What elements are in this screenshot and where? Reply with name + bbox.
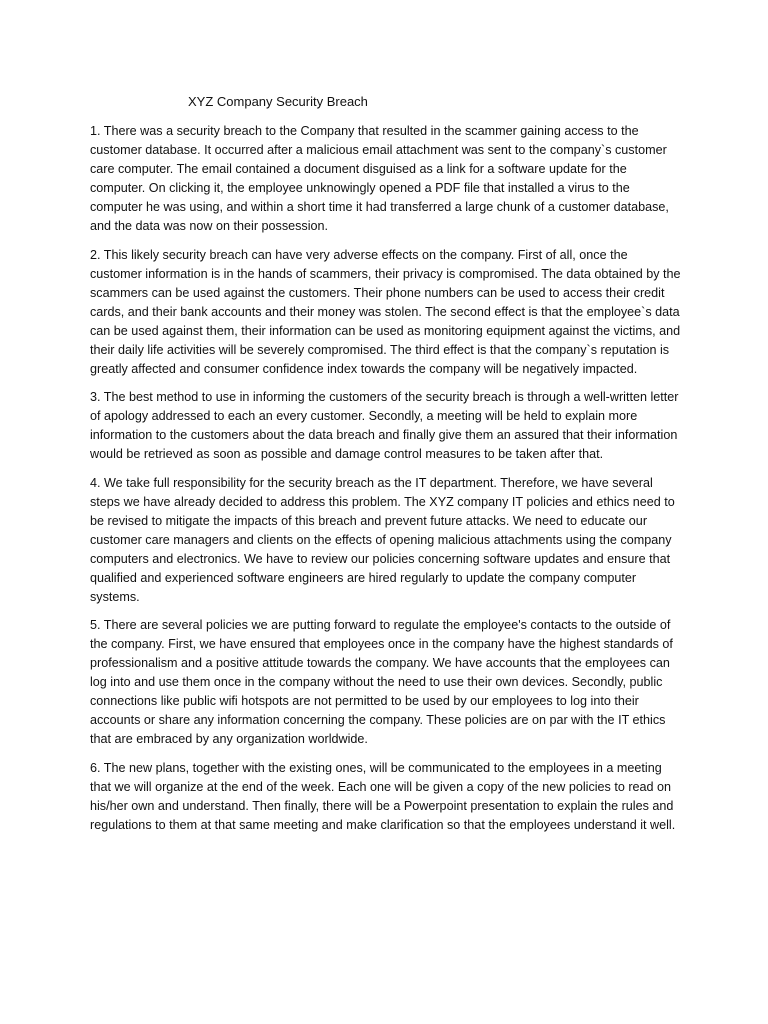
document-title: XYZ Company Security Breach [188,94,368,109]
paragraph-5-policies: 5. There are several policies we are putting forward to regulate the employee's contacts to the outside of the company. First, we have ensured that employees once in the company have the highest standards of professionalism and a positive attitude towards the company. We have accounts that the employees can log into and use them once in the company without the need to use their own devices. Secondly, public connections like public wifi hotspots are not permitted to be used by our employees to log into their accounts or share any information concerning the company. These policies are on par with the IT ethics that are embraced by any organization worldwide. [90,618,673,746]
paragraph-6-communication: 6. The new plans, together with the existing ones, will be communicated to the employees in a meeting that we will organize at the end of the week. Each one will be given a copy of the new policies to read on his/her own and understand. Then finally, there will be a Powerpoint presentation to explain the rules and regulations to them at that same meeting and make clarification so that the employees understand it well. [90,760,676,832]
paragraph-2-effects: 2. This likely security breach can have very adverse effects on the company. First of all, once the customer information is in the hands of scammers, their privacy is compromised. The data obtained by the scammers can be used against the customers. Their phone numbers can be used to access their credit cards, and their bank accounts and their money was stolen. The second effect is that the employee`s data can be used against them, their information can be used as monitoring equipment against the victims, and their daily life activities will be severely compromised. The third effect is that the company`s reputation is greatly affected and consumer confidence index towards the company will be negatively impacted. [90,247,681,376]
paragraph-1-incident: 1. There was a security breach to the Company that resulted in the scammer gaining access to the customer database. It occurred after a malicious email attachment was sent to the company`s customer care computer. The email contained a document disguised as a link for a software update for the computer. On clicking it, the employee unknowingly opened a PDF file that installed a virus to the computer he was using, and within a short time it had transferred a large chunk of a customer database, and the data was now on their possession. [90,124,669,233]
document-body [90,122,682,844]
paragraph-4-responsibility: 4. We take full responsibility for the security breach as the IT department. Therefore, we have several steps we have already decided to address this problem. The XYZ company IT policies and ethics need to be revised to mitigate the impacts of this breach and prevent future attacks. We need to educate our customer care managers and clients on the effects of opening malicious attachments using the company computers and electronics. We have to review our policies concerning software updates and ensure that qualified and experienced software engineers are hired regularly to update the company computer systems. [90,475,675,604]
paragraph-3-informing-customers: 3. The best method to use in informing the customers of the security breach is through a well-written letter of apology addressed to each an every customer. Secondly, a meeting will be held to explain more information to the customers about the data breach and finally give them an assured that their information would be retrieved as soon as possible and damage control measures to be taken after that. [90,390,679,461]
